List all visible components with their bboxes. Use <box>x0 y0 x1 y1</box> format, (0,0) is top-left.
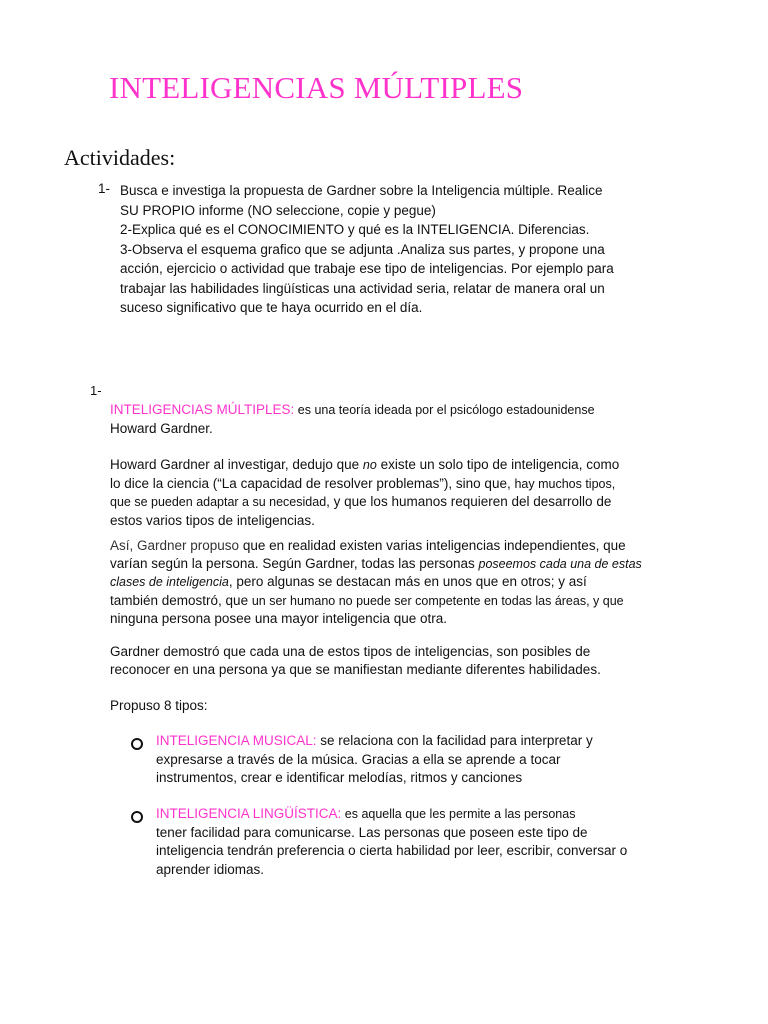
activity-list <box>120 181 660 318</box>
activity-line: SU PROPIO informe (NO seleccione, copie y pegue) <box>120 202 436 218</box>
paragraph-proposed-types: Propuso 8 tipos: <box>110 698 208 713</box>
list-item-linguistic: INTELIGENCIA LINGÜÍSTICA: es aquella que les permite a las personas tener facilidad para comunicarse. Las personas que poseen este tipo de inteligencia tendrán preferencia o cierta habilidad por leer, escribir, conversar o aprender idiomas. <box>156 806 628 877</box>
paragraph-gardner-proposal: Así, Gardner propuso que en realidad existen varias inteligencias independientes, que varían según la persona. Según Gardner, todas las personas poseemos cada una de estas clases de inteligencia, pero algunas se destacan más en unos que en otros; y así también demostró, que un ser humano no puede ser competente en todas las áreas, y que ninguna persona posee una mayor inteligencia que otra. <box>110 538 642 626</box>
activity-line: acción, ejercicio o actividad que trabaje ese tipo de inteligencias. Por ejemplo para <box>120 261 614 276</box>
activity-line: trabajar las habilidades lingüísticas una actividad seria, relatar de manera oral un <box>120 280 605 296</box>
term-multiple-intelligences: INTELIGENCIAS MÚLTIPLES: <box>110 402 295 417</box>
section-number: 1- <box>90 383 102 398</box>
activity-line: 2-Explica qué es el CONOCIMIENTO y qué es la INTELIGENCIA. Diferencias. <box>120 222 590 237</box>
paragraph-gardner-investigation: Howard Gardner al investigar, dedujo que no existe un solo tipo de inteligencia, como lo dice la ciencia (“La capacidad de resolver problemas”), sino que, hay muchos tipos, que se pueden adaptar a su necesidad, y que los humanos requieren del desarrollo de estos varios tipos de inteligencias. <box>110 457 620 528</box>
intro-paragraph: INTELIGENCIAS MÚLTIPLES: es una teoría ideada por el psicólogo estadounidense Howard Gardner. <box>110 402 595 436</box>
activity-number: 1- <box>98 181 111 196</box>
activity-line: Busca e investiga la propuesta de Gardner sobre la Inteligencia múltiple. Realice <box>120 183 603 198</box>
paragraph-gardner-demonstration: Gardner demostró que cada una de estos tipos de inteligencias, son posibles de reconocer en una persona ya que se manifiestan mediante diferentes habilidades. <box>110 644 601 677</box>
term-musical: INTELIGENCIA MUSICAL: <box>156 733 317 748</box>
term-linguistic: INTELIGENCIA LINGÜÍSTICA: <box>156 806 342 821</box>
bullet-icon <box>131 738 143 750</box>
section-heading-activities: Actividades: <box>64 145 176 170</box>
page-title: INTELIGENCIAS MÚLTIPLES <box>109 70 524 105</box>
activity-line: suceso significativo que te haya ocurrido en el día. <box>120 300 423 315</box>
activity-line: 3-Observa el esquema grafico que se adjunta .Analiza sus partes, y propone una <box>120 241 605 257</box>
list-item-musical: INTELIGENCIA MUSICAL: se relaciona con la facilidad para interpretar y expresarse a través de la música. Gracias a ella se aprende a tocar instrumentos, crear e identificar melodías, ritmos y canciones <box>156 733 593 785</box>
bullet-icon <box>131 811 143 823</box>
